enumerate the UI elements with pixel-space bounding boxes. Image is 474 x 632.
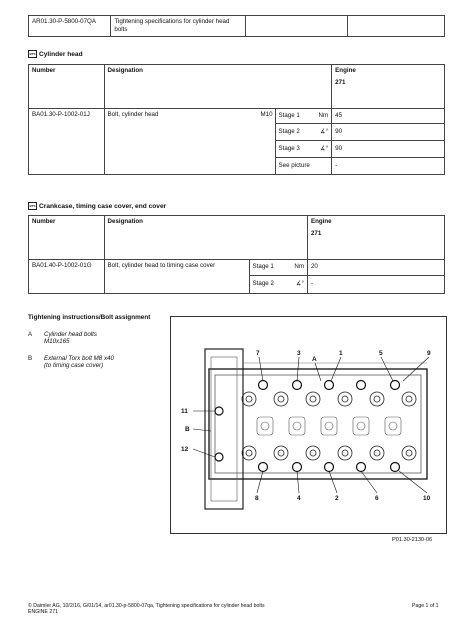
instructions-title: Tightening instructions/Bolt assignment [28, 314, 151, 321]
stage-row: Stage 1 Nm [276, 109, 332, 124]
row-number: BA01.40-P-1002-01G [29, 260, 105, 294]
section-cylinder-head-title: BTS Cylinder head [29, 50, 83, 58]
doc-id: AR01.30-P-5800-07QA [29, 16, 111, 37]
header-table [28, 15, 445, 37]
callout-label: 2 [335, 495, 339, 502]
callout-leaders [193, 357, 429, 493]
instruction-item-a: A Cylinder head bolts M10x165 [28, 331, 97, 345]
cylinder-head-drawing [171, 317, 446, 533]
callout-label: B [185, 426, 190, 433]
callout-label: 12 [181, 446, 189, 453]
callout-label: 6 [375, 495, 379, 502]
ports [257, 417, 401, 435]
engine-values [307, 260, 444, 294]
crankcase-spec-table [28, 215, 445, 294]
stage-value: - [310, 280, 314, 288]
spec-icon: BTS [29, 52, 36, 56]
thread-size: M10 [260, 111, 273, 118]
stage-column [275, 109, 332, 174]
stage-row: See picture [278, 161, 310, 169]
callout-label: 11 [181, 408, 188, 415]
row-designation-cell [104, 109, 332, 175]
row-designation: Bolt, cylinder head to timing case cover [107, 262, 216, 269]
callout-label: 4 [297, 495, 301, 502]
engine-values [332, 109, 445, 175]
callout-label: 3 [297, 350, 301, 357]
stage-column [249, 260, 307, 293]
callout-label: 9 [427, 350, 431, 357]
diagram-reference: P01.30-2130-06 [392, 537, 433, 543]
stage-value: 20 [308, 260, 444, 276]
header-empty-cell [245, 16, 347, 37]
stage-value: - [335, 161, 338, 169]
stage-value: 90 [332, 124, 444, 141]
footer-page: Page 1 of 1 [412, 603, 439, 609]
row-number: BA01.30-P-1002-01J [29, 109, 105, 175]
callout-label: 8 [255, 495, 259, 502]
footer-copyright: © Daimler AG, 10/2/16, G/01/14, ar01.30-p-5800-07qa, Tightening specifications for cylinder head bolts ENGINE 271 [28, 603, 265, 615]
col-designation: Designation [104, 65, 332, 109]
row-designation: Bolt, cylinder head [107, 111, 159, 118]
stage-row: Stage 1 Nm [250, 260, 307, 276]
header-empty-cell [347, 16, 444, 37]
callout-label: 1 [339, 350, 343, 357]
bearing-group-bottom [242, 446, 416, 460]
stage-row: Stage 2 ∡° [276, 124, 332, 141]
callout-label: 7 [256, 350, 260, 357]
stage-row: Stage 3 ∡° [276, 141, 332, 158]
doc-title: Tightening specifications for cylinder head bolts [111, 16, 245, 37]
spec-icon: BTS [29, 204, 36, 208]
callout-label: 10 [423, 495, 431, 502]
cylinder-head-spec-table [28, 64, 445, 175]
col-engine: Engine 271 [307, 216, 444, 260]
callout-label: 5 [379, 350, 383, 357]
col-number: Number [29, 216, 105, 260]
bearing-group-top [242, 392, 416, 406]
cylinder-head-diagram [170, 316, 447, 534]
section-crankcase-title: BTS Crankcase, timing case cover, end cover [29, 202, 167, 210]
callout-label: A [312, 356, 317, 363]
instruction-item-b: B External Torx bolt M8 x40 (to timing case cover) [28, 355, 114, 369]
stage-value: 90 [332, 141, 444, 158]
row-designation-cell [104, 260, 307, 294]
stage-row: Stage 2 ∡° [252, 280, 304, 288]
col-engine: Engine 271 [332, 65, 445, 109]
stage-value: 45 [332, 109, 444, 124]
col-number: Number [29, 65, 105, 109]
col-designation: Designation [104, 216, 307, 260]
